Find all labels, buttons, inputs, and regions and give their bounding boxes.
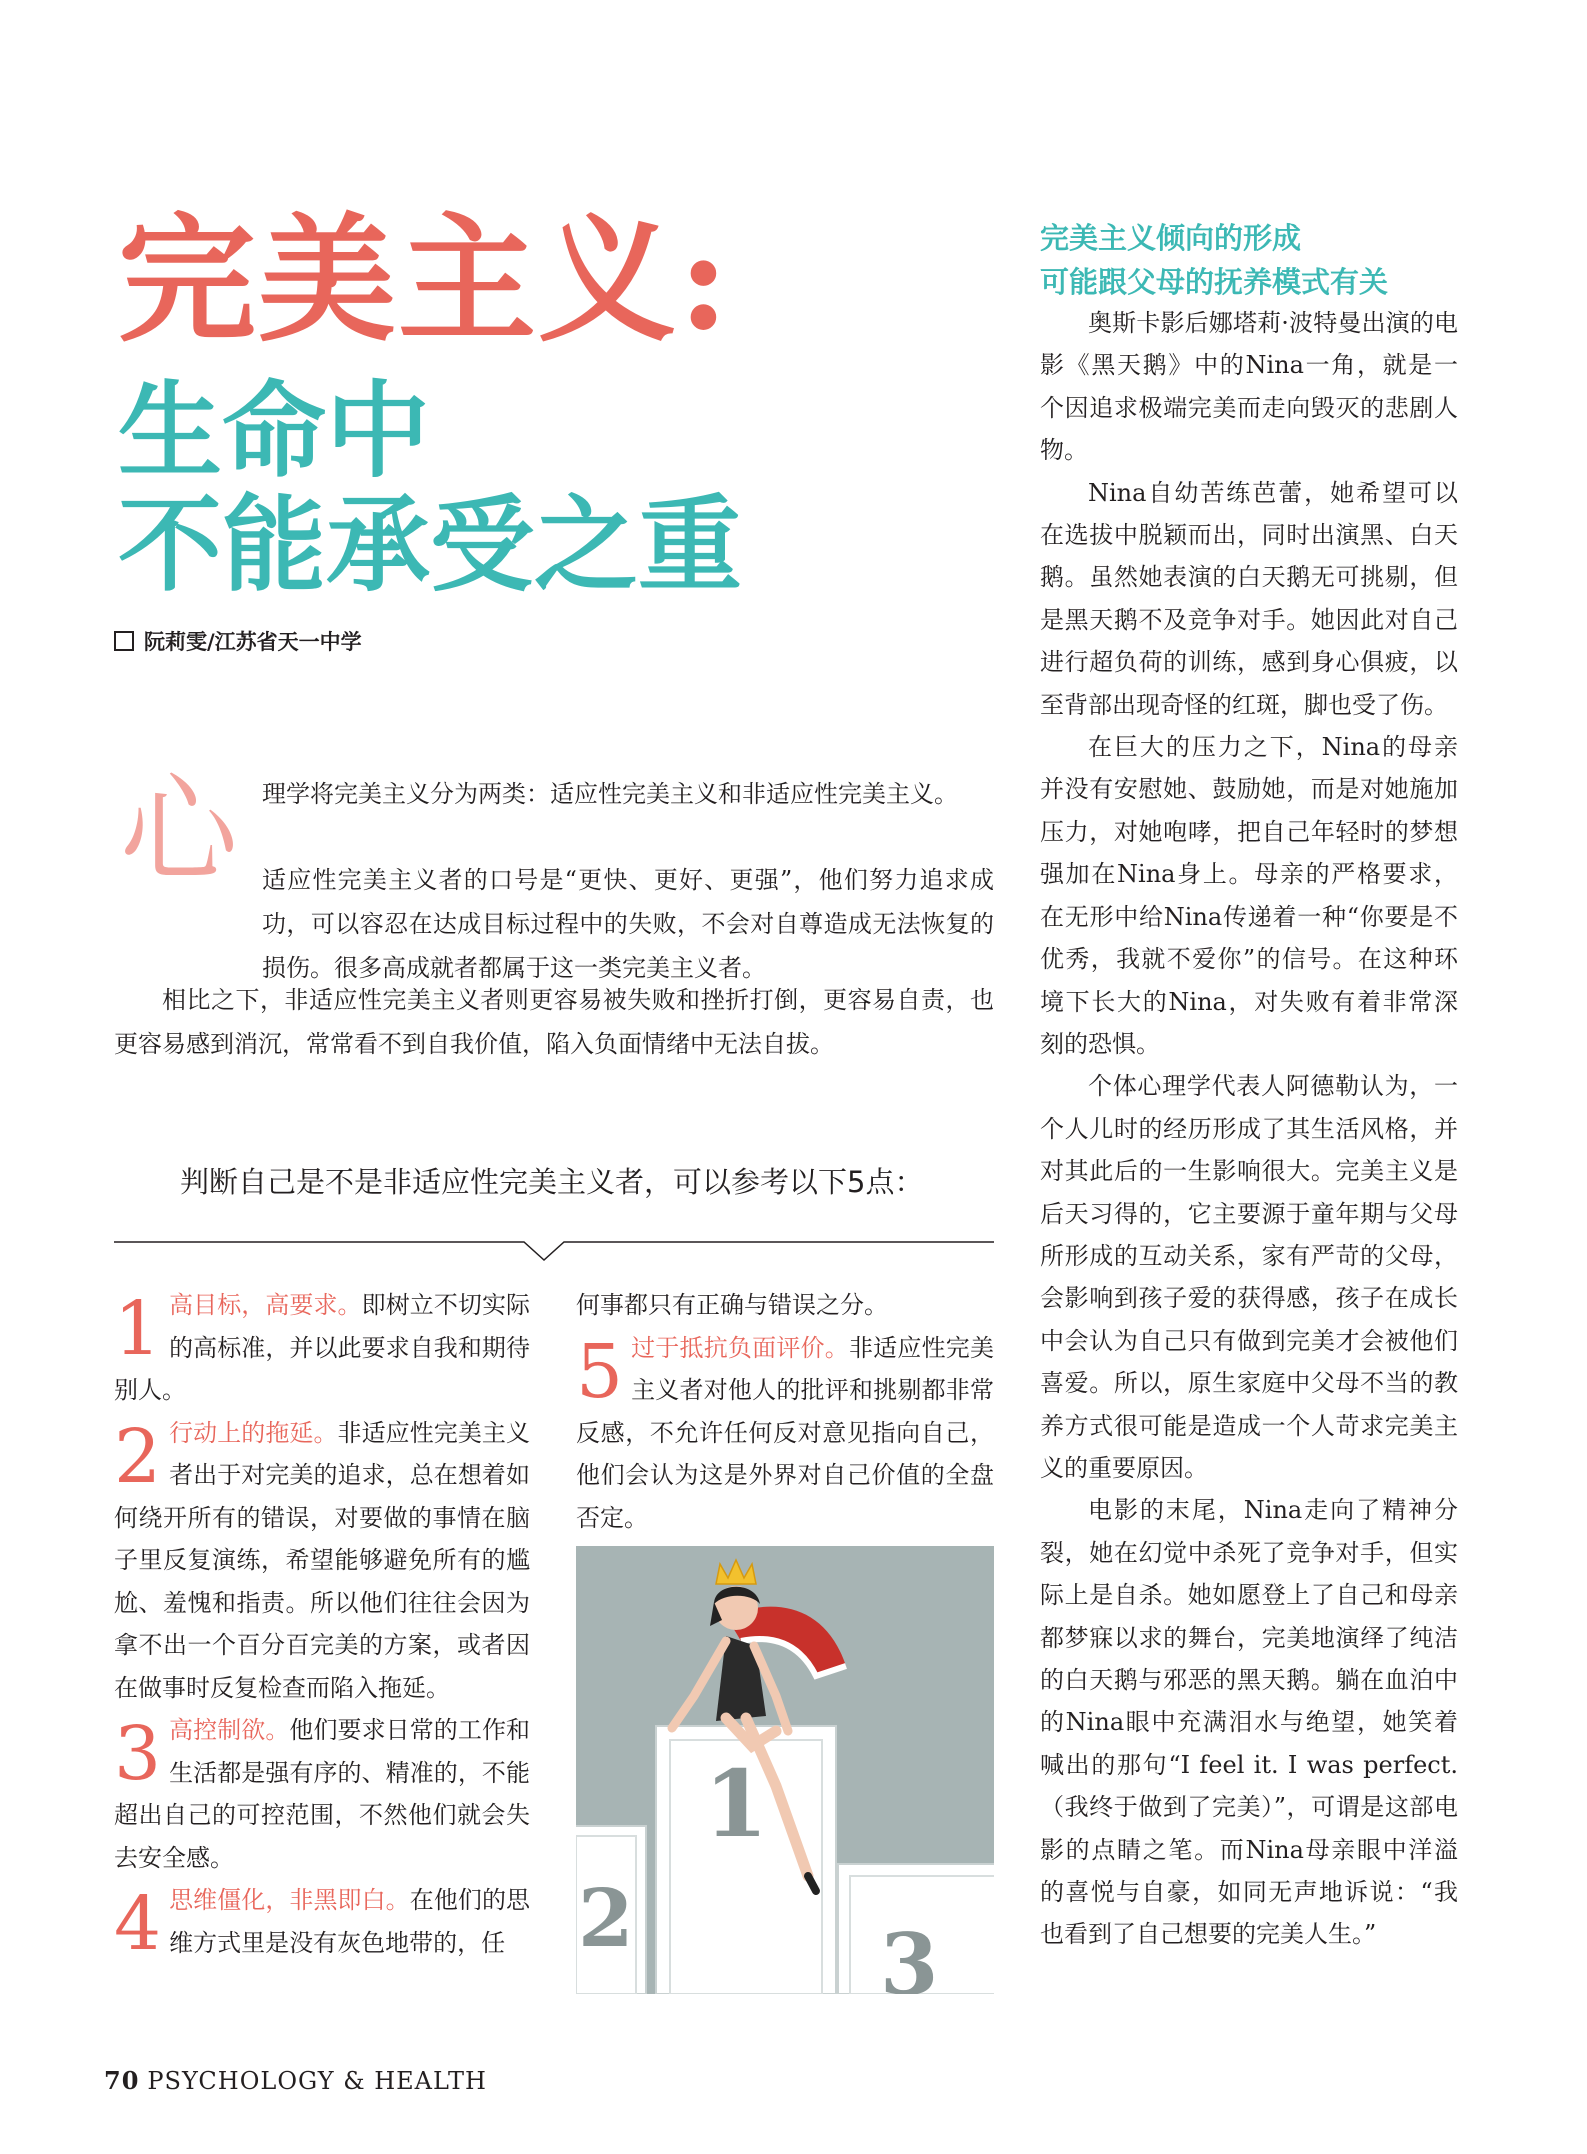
podium-illustration: [576, 1546, 994, 1994]
sidebar-paragraph: Nina自幼苦练芭蕾，她希望可以在选拔中脱颖而出，同时出演黑、白天鹅。虽然她表演的白天鹅无可挑剔，但是黑天鹅不及竞争对手。她因此对自己进行超负荷的训练，感到身心俱疲，以至背部出现奇怪的红斑，脚也受了伤。: [1040, 478, 1458, 719]
point-title: 行动上的拖延。: [169, 1418, 338, 1447]
point-text: 非适应性完美主义者出于对完美的追求，总在想着如何绕开所有的错误，对要做的事情在脑子里反复演练，希望能够避免所有的尴尬、羞愧和指责。所以他们往往会因为拿不出一个百分百完美的方案，或者因在做事时反复检查而陷入拖延。: [114, 1418, 530, 1702]
point-title: 高目标，高要求。: [169, 1291, 362, 1319]
point-4-continued: 何事都只有正确与错误之分。: [576, 1291, 888, 1319]
sidebar-paragraph: 奥斯卡影后娜塔莉·波特曼出演的电影《黑天鹅》中的Nina一角，就是一个因追求极端完美而走向毁灭的悲剧人物。: [1040, 309, 1458, 465]
point-text: 即树立不切实际的高标准，并以此要求自我和期待别人。: [114, 1291, 531, 1404]
checklist-prompt: 判断自己是不是非适应性完美主义者，可以参考以下5点：: [180, 1165, 924, 1199]
point-number: 2: [114, 1413, 162, 1500]
point-title: 思维僵化，非黑即白。: [169, 1886, 410, 1914]
point-item: [114, 1709, 530, 1879]
point-number: 5: [576, 1328, 624, 1415]
sidebar-paragraph: 在巨大的压力之下，Nina的母亲并没有安慰她、鼓励她，而是对她施加压力，对她咆哮，把自己年轻时的梦想强加在Nina身上。母亲的严格要求，在无形中给Nina传递着一种“你要是不优秀，我就不爱你”的信号。在这种环境下长大的Nina，对失败有着非常深刻的恐惧。: [1040, 733, 1458, 1058]
sidebar-paragraph: 个体心理学代表人阿德勒认为，一个人儿时的经历形成了其生活风格，并对其此后的一生影响很大。完美主义是后天习得的，它主要源于童年期与父母所形成的互动关系，家有严苛的父母，会影响到孩子爱的获得感，孩子在成长中会认为自己只有做到完美才会被他们喜爱。所以，原生家庭中父母不当的教养方式很可能是造成一个人苛求完美主义的重要原因。: [1040, 1072, 1458, 1482]
intro-paragraph-1: [262, 772, 994, 816]
title-line-3: 不能承受之重: [118, 483, 743, 606]
point-text: 非适应性完美主义者对他人的批评和挑剔都非常反感，不允许任何反对意见指向自己，他们会认为这是外界对自己价值的全盘否定。: [576, 1333, 995, 1532]
podium-number-1: 1: [704, 1750, 769, 1858]
intro-paragraph-3: [114, 978, 994, 1066]
illustration-svg: [576, 1546, 994, 1994]
point-title: 高控制欲。: [169, 1716, 290, 1744]
sidebar-heading-line-2: 可能跟父母的抚养模式有关: [1040, 265, 1389, 299]
sidebar-heading-line-1: 完美主义倾向的形成: [1040, 221, 1302, 255]
sidebar-paragraph: 电影的末尾，Nina走向了精神分裂，她在幻觉中杀死了竞争对手，但实际上是自杀。她如愿登上了自己和母亲都梦寐以求的舞台，完美地演绎了纯洁的白天鹅与邪恶的黑天鹅。躺在血泊中的Nina眼中充满泪水与绝望，她笑着喊出的那句“I feel it. I was perfect.（我终于做到了完美）”，可谓是这部电影的点睛之笔。而Nina母亲眼中洋溢的喜悦与自豪，如同无声地诉说：“我也看到了自己想要的完美人生。”: [1040, 1496, 1458, 1949]
point-title: 过于抵抗负面评价。: [631, 1333, 849, 1362]
podium-number-2: 2: [578, 1871, 634, 1965]
point-text: 他们要求日常的工作和生活都是强有序的、精准的，不能超出自己的可控范围，不然他们就会失去安全感。: [114, 1716, 531, 1872]
title-line-1: 完美主义:: [118, 198, 731, 361]
page-number: 70: [104, 2066, 140, 2095]
points-column-middle: [576, 1284, 994, 1539]
point-number: 1: [114, 1286, 162, 1372]
intro-paragraph-2-start: [262, 858, 994, 990]
intro-p3: 相比之下，非适应性完美主义者则更容易被失败和挫折打倒，更容易自责，也更容易感到消沉，常常看不到自我价值，陷入负面情绪中无法自拔。: [114, 986, 994, 1058]
point-item: [576, 1327, 994, 1540]
divider-with-arrow: [114, 1238, 994, 1264]
point-number: 4: [114, 1881, 162, 1967]
title-line-2: 生命中: [118, 369, 431, 492]
page-footer: [104, 2066, 487, 2095]
crown-icon: [716, 1560, 756, 1584]
author-name: 阮莉雯/江苏省天一中学: [144, 630, 362, 654]
intro-p1: 理学将完美主义分为两类：适应性完美主义和非适应性完美主义。: [262, 780, 958, 808]
point-number: 3: [114, 1711, 162, 1797]
intro-p2: 适应性完美主义者的口号是“更快、更好、更强”，他们努力追求成功，可以容忍在达成目标过程中的失败，不会对自尊造成无法恢复的损伤。很多高成就者都属于这一类完美主义者。: [262, 866, 994, 982]
sidebar-heading: [1040, 216, 1388, 304]
points-column-left: [114, 1284, 531, 1967]
sidebar-body: [1040, 302, 1458, 1956]
podium-number-3: 3: [880, 1915, 939, 1994]
magazine-name: PSYCHOLOGY & HEALTH: [147, 2067, 487, 2095]
drop-cap: 心: [120, 761, 239, 899]
point-item: [114, 1879, 531, 1967]
point-item: [114, 1412, 530, 1710]
author-byline: [114, 626, 362, 656]
point-text: 在他们的思维方式里是没有灰色地带的，任: [169, 1886, 531, 1957]
checkbox-square-icon: [114, 631, 134, 651]
point-item: [114, 1284, 530, 1412]
